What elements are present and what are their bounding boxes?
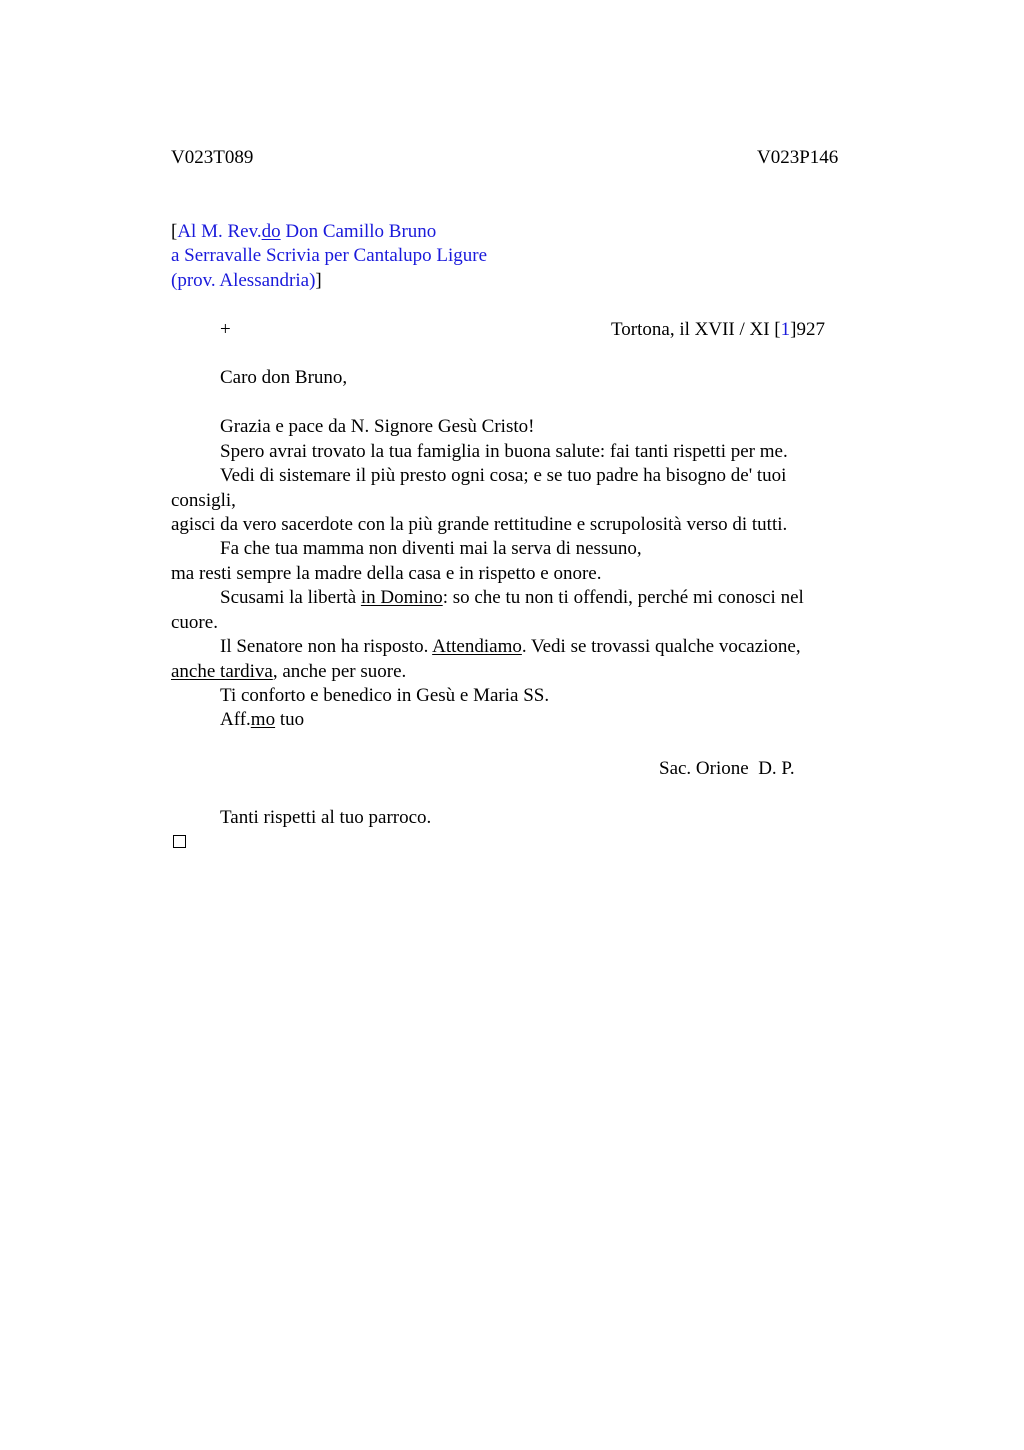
postscript: Tanti rispetti al tuo parroco. [220, 807, 432, 828]
body-paragraph-1: Grazia e pace da N. Signore Gesù Cristo! [220, 416, 535, 437]
body-paragraph-6-line-1: Il Senatore non ha risposto. Attendiamo. Vedi se trovassi qualche vocazione, [220, 636, 801, 657]
document-code-right: V023P146 [757, 147, 839, 168]
salutation: Caro don Bruno, [220, 367, 348, 388]
body-paragraph-3-line-1: Vedi di sistemare il più presto ogni cosa; e se tuo padre ha bisogno de' tuoi [220, 465, 787, 486]
body-paragraph-5-line-2: cuore. [171, 612, 218, 633]
address-line-3: (prov. Alessandria)] [171, 270, 322, 291]
body-paragraph-7: Ti conforto e benedico in Gesù e Maria SS. [220, 685, 550, 706]
address-line-2: a Serravalle Scrivia per Cantalupo Ligure [171, 245, 488, 266]
body-paragraph-3-line-3: agisci da vero sacerdote con la più grande rettitudine e scrupolosità verso di tutti. [171, 514, 788, 535]
signature: Sac. Orione D. P. [659, 758, 795, 779]
cross-symbol: + [220, 319, 231, 340]
body-paragraph-6-line-2: anche tardiva, anche per suore. [171, 661, 407, 682]
body-paragraph-2: Spero avrai trovato la tua famiglia in buona salute: fai tanti rispetti per me. [220, 441, 788, 462]
end-mark-box-icon [173, 835, 186, 848]
body-paragraph-4-line-1: Fa che tua mamma non diventi mai la serva di nessuno, [220, 538, 642, 559]
body-paragraph-3-line-2: consigli, [171, 490, 236, 511]
body-paragraph-4-line-2: ma resti sempre la madre della casa e in rispetto e onore. [171, 563, 602, 584]
place-date: Tortona, il XVII / XI [1]927 [611, 319, 825, 340]
body-paragraph-5-line-1: Scusami la libertà in Domino: so che tu non ti offendi, perché mi conosci nel [220, 587, 804, 608]
document-code-left: V023T089 [171, 147, 254, 168]
address-line-1: [Al M. Rev.do Don Camillo Bruno [171, 221, 437, 242]
closing: Aff.mo tuo [220, 709, 305, 730]
